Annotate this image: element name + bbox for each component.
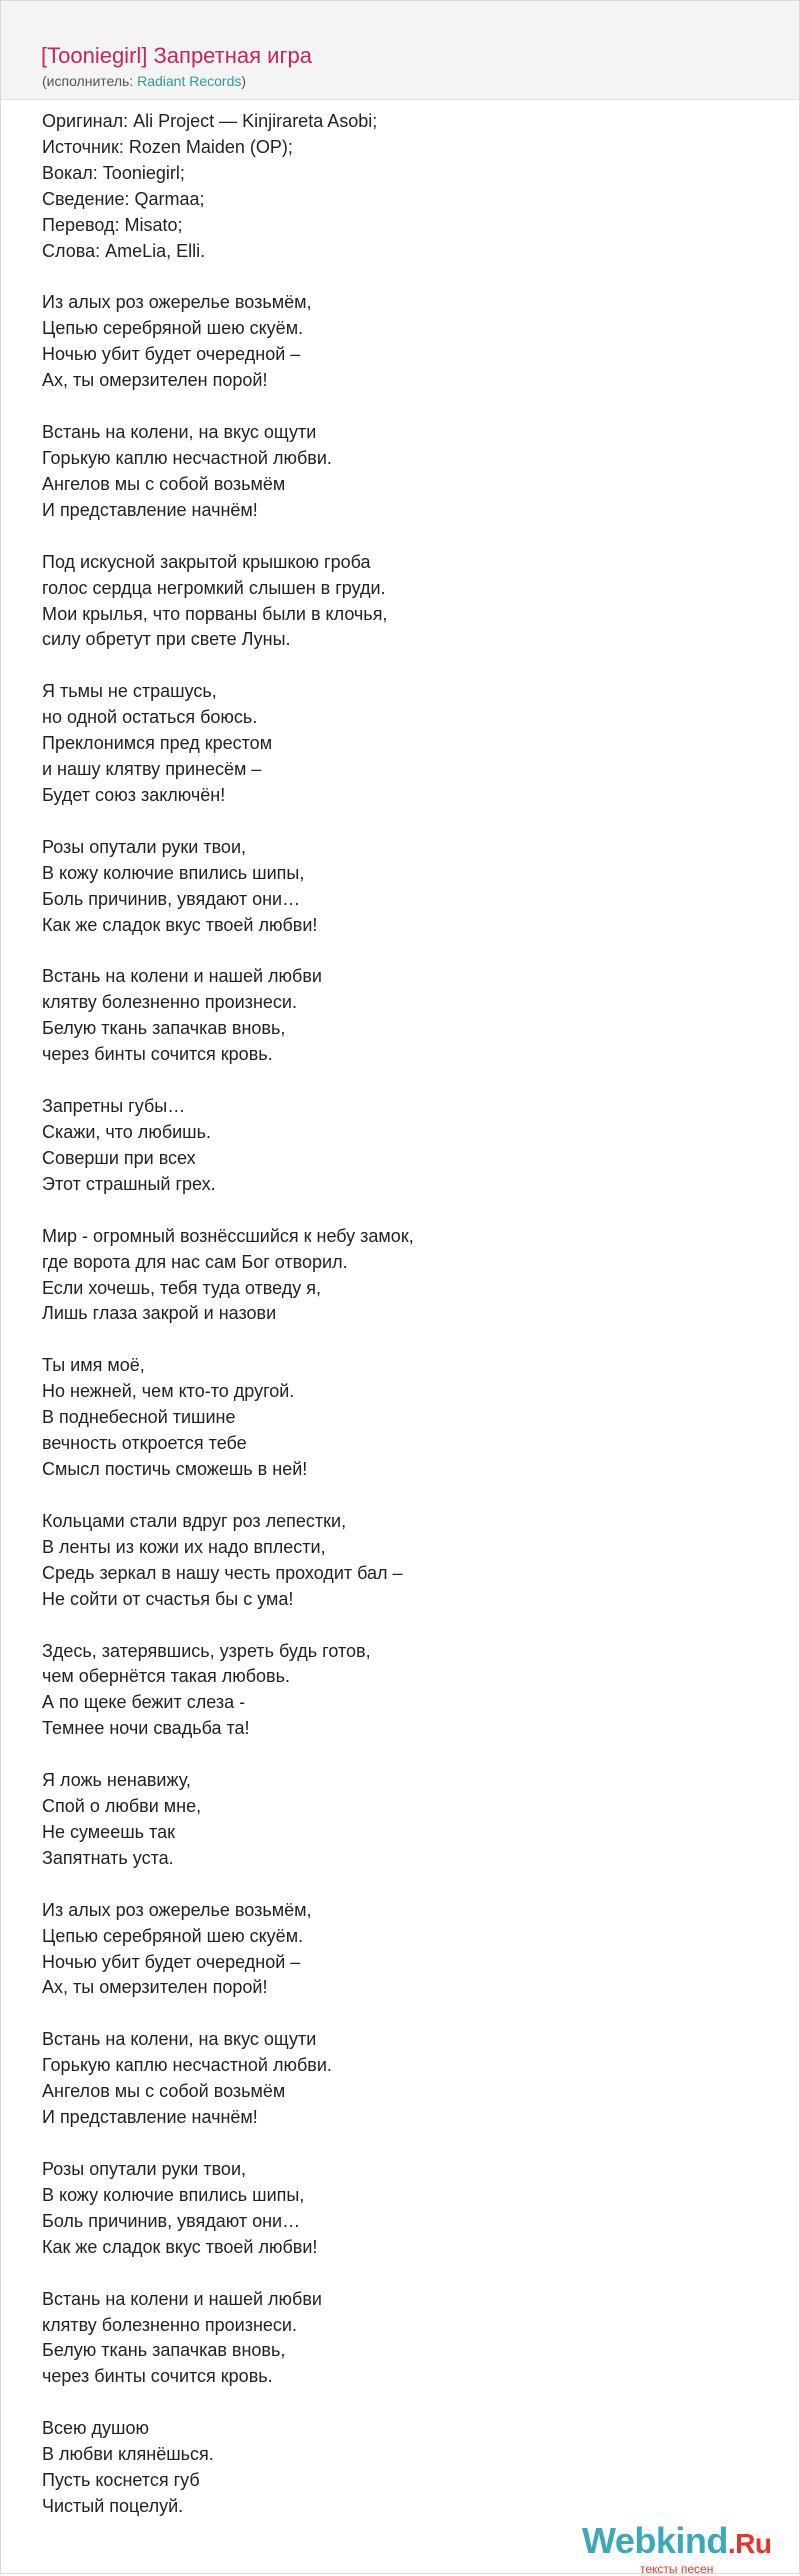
artist-link[interactable]: Radiant Records — [137, 73, 242, 89]
lyrics-line: Не сумеешь так — [42, 1821, 175, 1842]
lyrics-line: Ангелов мы с собой возьмём — [42, 2081, 286, 2102]
lyrics-line: через бинты сочится кровь. — [42, 1044, 273, 1065]
performer-prefix: (исполнитель: — [42, 73, 138, 89]
lyrics-line: клятву болезненно произнеси. — [42, 2314, 297, 2335]
lyrics-line: Мои крылья, что порваны были в клочья, — [42, 603, 388, 624]
lyrics-line: Спой о любви мне, — [42, 1796, 202, 1817]
lyrics-block — [42, 1094, 742, 1198]
lyrics-block — [42, 679, 742, 809]
lyrics-block — [42, 1768, 742, 1872]
lyrics-line: Боль причинив, увядают они… — [42, 2210, 301, 2231]
lyrics-line: вечность откроется тебе — [42, 1433, 247, 1454]
lyrics-line: Но нежней, чем кто-то другой. — [42, 1381, 295, 1402]
lyrics-block — [42, 2157, 742, 2261]
lyrics-line: Встань на колени, на вкус ощути — [42, 2029, 317, 2050]
page-header — [1, 1, 799, 100]
lyrics-line: Здесь, затерявшись, узреть будь готов, — [42, 1640, 371, 1661]
lyrics-line: В ленты из кожи их надо вплести, — [42, 1536, 326, 1557]
lyrics-line: Перевод: Misato; — [42, 214, 183, 235]
lyrics-line: Будет союз заключён! — [42, 784, 226, 805]
logo-tagline: тексты песен — [640, 2562, 714, 2576]
lyrics-body — [42, 109, 742, 2546]
lyrics-block — [42, 1353, 742, 1483]
lyrics-line: Под искусной закрытой крышкою гроба — [42, 551, 371, 572]
lyrics-line: Преклонимся пред крестом — [42, 733, 273, 754]
lyrics-line: чем обернётся такая любовь. — [42, 1666, 290, 1687]
performer-suffix: ) — [241, 73, 247, 89]
lyrics-line: Я ложь ненавижу, — [42, 1770, 191, 1791]
lyrics-block — [42, 109, 742, 264]
lyrics-line: Ах, ты омерзителен порой! — [42, 1977, 268, 1998]
lyrics-line: И представление начнём! — [42, 2107, 258, 2128]
lyrics-block — [42, 1224, 742, 1328]
lyrics-line: Средь зеркал в нашу честь проходит бал – — [42, 1562, 403, 1583]
lyrics-line: силу обретут при свете Луны. — [42, 629, 291, 650]
lyrics-line: Источник: Rozen Maiden (OP); — [42, 136, 293, 157]
webkind-logo[interactable] — [582, 2520, 772, 2576]
lyrics-block — [42, 420, 742, 524]
lyrics-line: Запретны губы… — [42, 1096, 186, 1117]
lyrics-line: Белую ткань запачкав вновь, — [42, 1018, 286, 1039]
lyrics-line: В кожу колючие впились шипы, — [42, 862, 305, 883]
lyrics-line: Как же сладок вкус твоей любви! — [42, 2236, 318, 2257]
lyrics-line: Чистый поцелуй. — [42, 2495, 184, 2516]
lyrics-line: Встань на колени, на вкус ощути — [42, 422, 317, 443]
lyrics-line: Темнее ночи свадьба та! — [42, 1718, 250, 1739]
lyrics-line: Не сойти от счастья бы с ума! — [42, 1588, 294, 1609]
lyrics-line: Пусть коснется губ — [42, 2470, 200, 2491]
lyrics-line: Розы опутали руки твои, — [42, 2159, 246, 2179]
lyrics-line: Ты имя моё, — [42, 1355, 145, 1376]
lyrics-line: клятву болезненно произнеси. — [42, 992, 297, 1013]
lyrics-line: Горькую каплю несчастной любви. — [42, 447, 332, 468]
lyrics-line: Этот страшный грех. — [42, 1173, 216, 1194]
lyrics-line: Встань на колени и нашей любви — [42, 2288, 322, 2309]
lyrics-line: Если хочешь, тебя туда отведу я, — [42, 1277, 321, 1298]
lyrics-line: Скажи, что любишь. — [42, 1122, 211, 1142]
lyrics-line: Запятнать уста. — [42, 1847, 174, 1868]
lyrics-line: голос сердца негромкий слышен в груди. — [42, 577, 386, 598]
lyrics-line: Ночью убит будет очередной – — [42, 1951, 301, 1972]
lyrics-line: Горькую каплю несчастной любви. — [42, 2055, 332, 2076]
lyrics-block — [42, 2287, 742, 2391]
lyrics-line: и нашу клятву принесём – — [42, 759, 262, 780]
lyrics-block — [42, 2027, 742, 2131]
lyrics-line: но одной остаться боюсь. — [42, 707, 258, 728]
lyrics-line: Оригинал: Ali Project — Kinjirareta Asobi; — [42, 111, 378, 131]
lyrics-line: Встань на колени и нашей любви — [42, 966, 322, 987]
lyrics-line: Всею душою — [42, 2418, 149, 2439]
lyrics-line: Я тьмы не страшусь, — [42, 681, 217, 702]
lyrics-line: где ворота для нас сам Бог отворил. — [42, 1251, 348, 1272]
lyrics-line: Как же сладок вкус твоей любви! — [42, 914, 318, 935]
lyrics-line: Соверши при всех — [42, 1147, 196, 1168]
lyrics-line: Лишь глаза закрой и назови — [42, 1303, 277, 1324]
lyrics-line: И представление начнём! — [42, 499, 258, 520]
lyrics-block — [42, 2416, 742, 2520]
lyrics-line: Ночью убит будет очередной – — [42, 344, 301, 365]
logo-wordmark — [582, 2520, 771, 2562]
lyrics-line: Белую ткань запачкав вновь, — [42, 2340, 286, 2361]
lyrics-block — [42, 1898, 742, 2002]
lyrics-line: Цепью серебряной шею скуём. — [42, 318, 304, 339]
lyrics-line: Кольцами стали вдруг роз лепестки, — [42, 1510, 347, 1531]
lyrics-line: Мир - огромный вознёссшийся к небу замок, — [42, 1225, 414, 1246]
lyrics-line: В любви клянёшься. — [42, 2444, 214, 2465]
lyrics-block — [42, 290, 742, 394]
lyrics-line: Из алых роз ожерелье возьмём, — [42, 1899, 312, 1920]
lyrics-line: Смысл постичь сможешь в ней! — [42, 1458, 308, 1479]
lyrics-line: Из алых роз ожерелье возьмём, — [42, 292, 312, 313]
lyrics-line: Ах, ты омерзителен порой! — [42, 370, 268, 391]
lyrics-block — [42, 964, 742, 1068]
lyrics-line: Сведение: Qarmaa; — [42, 188, 205, 209]
lyrics-block — [42, 835, 742, 939]
lyrics-line: А по щеке бежит слеза - — [42, 1692, 246, 1713]
lyrics-line: Вокал: Tooniegirl; — [42, 162, 185, 183]
performer-line — [42, 73, 246, 89]
lyrics-line: Цепью серебряной шею скуём. — [42, 1925, 304, 1946]
lyrics-line: Боль причинив, увядают они… — [42, 888, 301, 909]
lyrics-line: Ангелов мы с собой возьмём — [42, 473, 286, 494]
lyrics-line: В кожу колючие впились шипы, — [42, 2184, 305, 2205]
logo-main-text: Webkind — [582, 2520, 728, 2561]
logo-tld: .Ru — [727, 2528, 772, 2559]
lyrics-line: через бинты сочится кровь. — [42, 2366, 273, 2387]
page-title: [Tooniegirl] Запретная игра — [41, 43, 312, 68]
lyrics-block — [42, 550, 742, 654]
lyrics-line: Розы опутали руки твои, — [42, 836, 246, 857]
lyrics-line: Слова: AmeLia, Elli. — [42, 240, 206, 261]
lyrics-line: В поднебесной тишине — [42, 1407, 236, 1428]
lyrics-block — [42, 1639, 742, 1743]
lyrics-block — [42, 1509, 742, 1613]
